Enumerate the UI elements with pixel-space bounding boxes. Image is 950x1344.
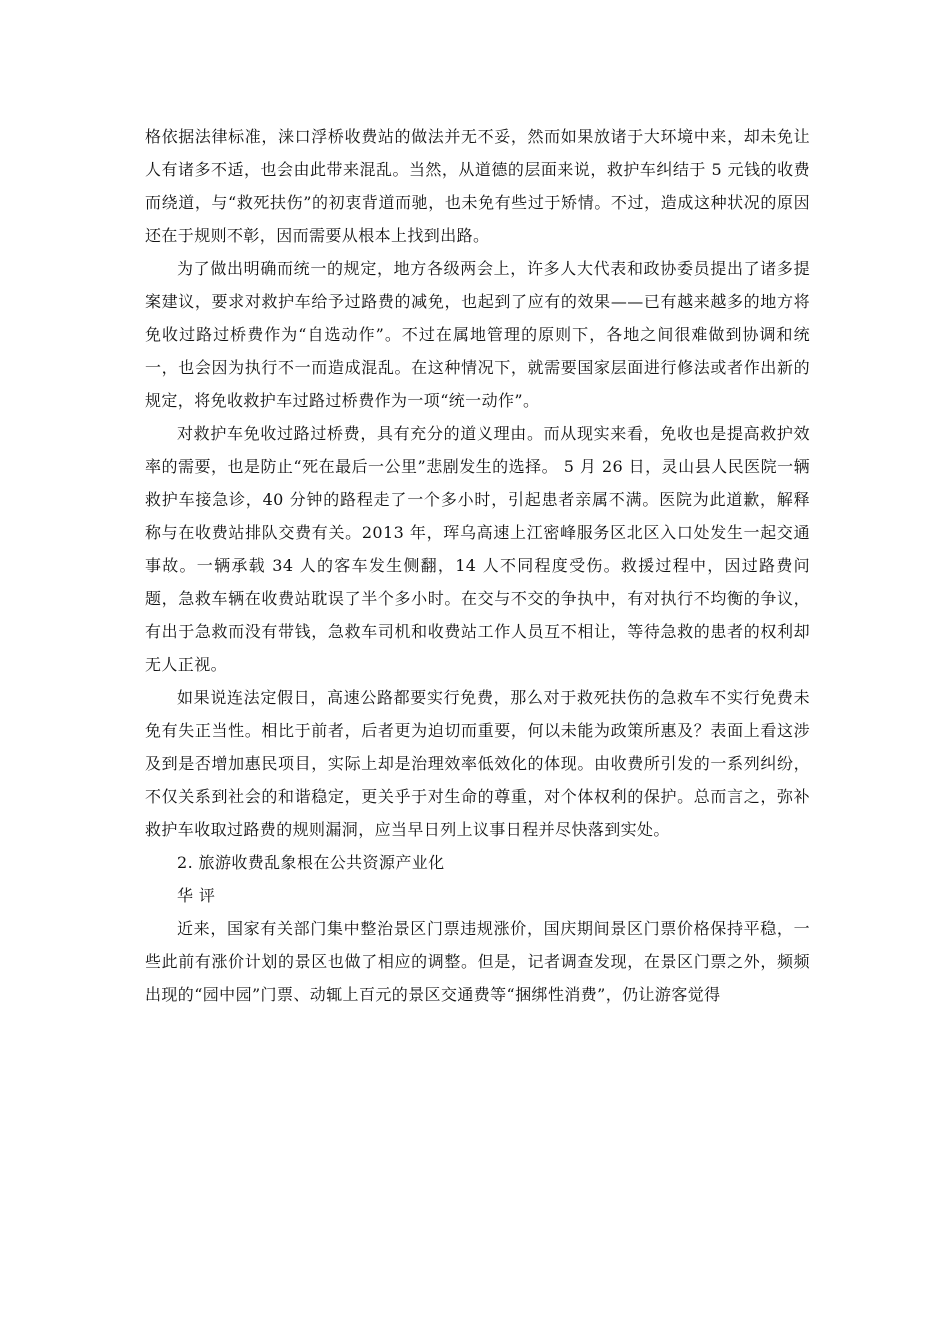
author-line: 华 评 xyxy=(177,886,216,905)
paragraph-1: 格依据法律标准，涞口浮桥收费站的做法并无不妥，然而如果放诸于大环境中来，却未免让人有诸多不适，也会由此带来混乱。当然，从道德的层面来说，救护车纠结于 5 元钱的收费而绕道，与“救死扶伤”的初衷背道而驰，也未免有些过于矫情。不过，造成这种状况的原因还在于规则不彰，因而需要从根本上找到出路。 xyxy=(145,127,810,245)
paragraph-5: 近来，国家有关部门集中整治景区门票违规涨价，国庆期间景区门票价格保持平稳，一些此前有涨价计划的景区也做了相应的调整。但是，记者调查发现，在景区门票之外，频频出现的“园中园”门票、动辄上百元的景区交通费等“捆绑性消费”，仍让游客觉得 xyxy=(145,919,810,1004)
paragraph-2: 为了做出明确而统一的规定，地方各级两会上，许多人大代表和政协委员提出了诸多提案建议，要求对救护车给予过路费的减免，也起到了应有的效果——已有越来越多的地方将免收过路过桥费作为“自选动作”。不过在属地管理的原则下，各地之间很难做到协调和统一，也会因为执行不一而造成混乱。在这种情况下，就需要国家层面进行修法或者作出新的规定，将免收救护车过路过桥费作为一项“统一动作”。 xyxy=(145,259,810,410)
document-body xyxy=(145,120,810,1011)
section-heading: 2. 旅游收费乱象根在公共资源产业化 xyxy=(177,853,445,872)
paragraph-4: 如果说连法定假日，高速公路都要实行免费，那么对于救死扶伤的急救车不实行免费未免有失正当性。相比于前者，后者更为迫切而重要，何以未能为政策所惠及？表面上看这涉及到是否增加惠民项目，实际上却是治理效率低效化的体现。由收费所引发的一系列纠纷，不仅关系到社会的和谐稳定，更关乎于对生命的尊重，对个体权利的保护。总而言之，弥补救护车收取过路费的规则漏洞，应当早日列上议事日程并尽快落到实处。 xyxy=(145,688,810,839)
paragraph-3: 对救护车免收过路过桥费，具有充分的道义理由。而从现实来看，免收也是提高救护效率的需要，也是防止“死在最后一公里”悲剧发生的选择。 5 月 26 日，灵山县人民医院一辆救护车接急诊，40 分钟的路程走了一个多小时，引起患者亲属不满。医院为此道歉，解释称与在收费站排队交费有关。2013 年，珲乌高速上江密峰服务区北区入口处发生一起交通事故。一辆承载 34 人的客车发生侧翻，14 人不同程度受伤。救援过程中，因过路费问题，急救车辆在收费站耽误了半个多小时。在交与不交的争执中，有对执行不均衡的争议，有出于急救而没有带钱，急救车司机和收费站工作人员互不相让，等待急救的患者的权利却无人正视。 xyxy=(145,424,810,674)
